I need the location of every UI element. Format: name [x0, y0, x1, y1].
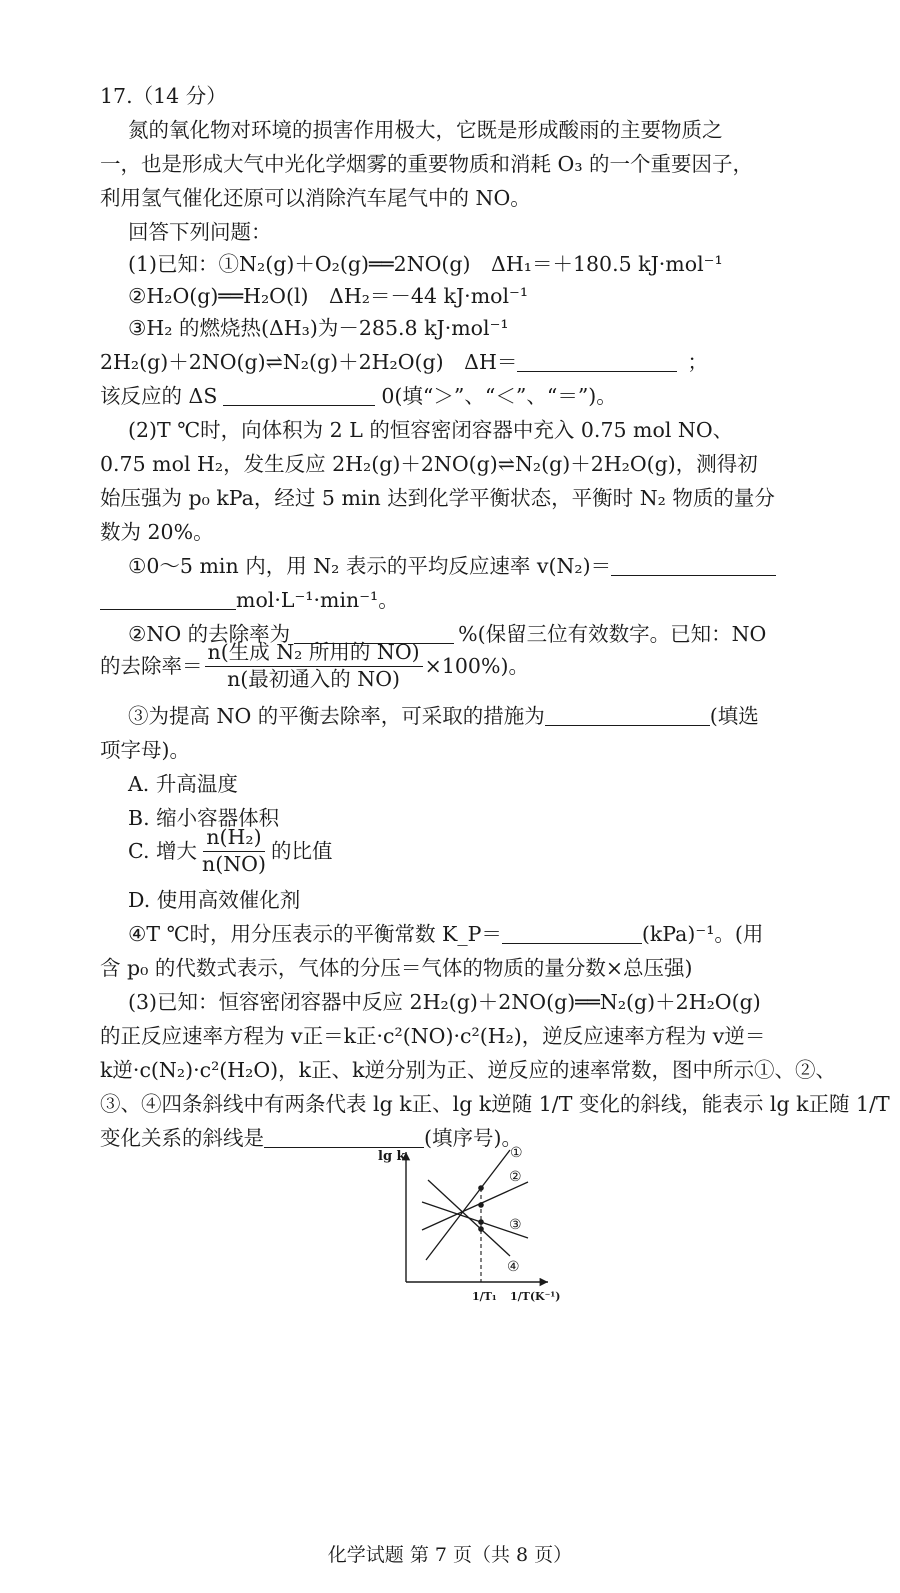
target-reaction: 2H₂(g)＋2NO(g)⇌N₂(g)＋2H₂O(g) ΔH＝	[100, 350, 518, 374]
delta-h-blank[interactable]	[517, 353, 677, 372]
part3-line-4: ③、④四条斜线中有两条代表 lg k正、lg k逆随 1/T 变化的斜线，能表示 lg k正随 1/T	[100, 1092, 890, 1116]
x-tick-label: 1/T₁	[472, 1290, 497, 1303]
line-label-1: ①	[510, 1145, 523, 1161]
part1-entropy	[100, 386, 617, 407]
part2-q4-line-1	[128, 924, 763, 945]
q2-def-suffix: ×100%)。	[424, 653, 529, 678]
entropy-prompt: 该反应的 ΔS	[100, 384, 218, 408]
reaction-1: ①N₂(g)＋O₂(g)══2NO(g) ΔH₁＝＋180.5 kJ·mol⁻¹	[218, 252, 723, 276]
rate-unit: mol·L⁻¹·min⁻¹。	[236, 588, 399, 612]
question-header: 17.（14 分）	[100, 84, 227, 108]
part3-hint: (填序号)。	[424, 1126, 522, 1150]
q3-prompt: ③为提高 NO 的平衡去除率，可采取的措施为	[128, 704, 545, 728]
part2-line-1: (2)T ℃时，向体积为 2 L 的恒容密闭容器中充入 0.75 mol NO、	[128, 418, 734, 442]
part2-q3-line-1	[128, 706, 759, 727]
part3-line-3: k逆·c(N₂)·c²(H₂O)，k正、k逆分别为正、逆反应的速率常数，图中所示①、②、	[100, 1058, 837, 1082]
intro-line-1: 氮的氧化物对环境的损害作用极大，它既是形成酸雨的主要物质之	[128, 118, 723, 142]
q2-prompt: ②NO 的去除率为	[128, 622, 291, 646]
entropy-hint: 0(填“＞”、“＜”、“＝”)。	[381, 384, 617, 408]
page-footer: 化学试题 第 7 页（共 8 页）	[327, 1544, 573, 1566]
part1-reaction-1	[128, 254, 723, 275]
lgk-vs-inverse-t-figure	[370, 1140, 570, 1315]
option-c	[128, 822, 332, 880]
rate-blank-a[interactable]	[611, 557, 776, 576]
option-c-prefix: C. 增大	[128, 838, 197, 863]
y-axis-label: lg k	[378, 1149, 406, 1164]
q4-prompt: ④T ℃时，用分压表示的平衡常数 K_P＝	[128, 922, 502, 946]
point-line-3	[478, 1219, 484, 1225]
part2-q1-line-1	[128, 556, 776, 577]
option-d: D. 使用高效催化剂	[128, 888, 301, 912]
option-c-fraction	[199, 824, 269, 876]
part2-line-2: 0.75 mol H₂，发生反应 2H₂(g)＋2NO(g)⇌N₂(g)＋2H₂O(g)，测得初	[100, 452, 758, 476]
semicolon: ；	[687, 350, 708, 374]
line-label-4: ④	[507, 1259, 520, 1275]
part2-q1-line-2	[100, 590, 399, 611]
rate-blank-b[interactable]	[100, 591, 236, 610]
option-c-numerator: n(H₂)	[203, 827, 264, 852]
part2-q3-line-2: 项字母)。	[100, 738, 190, 762]
line-label-2: ②	[509, 1169, 522, 1185]
part2-q2-line-2	[100, 636, 529, 696]
delta-s-blank[interactable]	[223, 387, 375, 406]
line-4	[428, 1180, 510, 1256]
fraction-denominator: n(最初通入的 NO)	[227, 666, 401, 691]
part2-line-3: 始压强为 p₀ kPa，经过 5 min 达到化学平衡状态，平衡时 N₂ 物质的量分	[100, 486, 775, 510]
part3-line-2: 的正反应速率方程为 v正＝k正·c²(NO)·c²(H₂)，逆反应速率方程为 v逆＝	[100, 1024, 766, 1048]
option-a: A. 升高温度	[128, 772, 238, 796]
part1-reaction-2: ②H₂O(g)══H₂O(l) ΔH₂＝－44 kJ·mol⁻¹	[128, 284, 529, 308]
part3-prompt: 变化关系的斜线是	[100, 1126, 264, 1150]
answer-prompt: 回答下列问题：	[128, 220, 272, 244]
line-label-3: ③	[509, 1217, 522, 1233]
point-line-4	[478, 1226, 484, 1232]
part3-line-1: (3)已知：恒容密闭容器中反应 2H₂(g)＋2NO(g)══N₂(g)＋2H₂O(g)	[128, 990, 761, 1014]
fraction-numerator: n(生成 N₂ 所用的 NO)	[205, 642, 423, 667]
option-b: B. 缩小容器体积	[128, 806, 280, 830]
part2-line-4: 数为 20%。	[100, 520, 214, 544]
q1-prompt: ①0～5 min 内，用 N₂ 表示的平均反应速率 v(N₂)＝	[128, 554, 612, 578]
kp-blank[interactable]	[502, 925, 642, 944]
q3-hint: (填选	[709, 704, 759, 728]
q2-hint: %(保留三位有效数字。已知：NO	[458, 622, 767, 646]
measure-blank[interactable]	[545, 707, 710, 726]
intro-line-2: 一，也是形成大气中光化学烟雾的重要物质和消耗 O₃ 的一个重要因子，	[100, 152, 754, 176]
x-axis-label: 1/T(K⁻¹)	[510, 1290, 561, 1303]
part1-target-reaction	[100, 352, 708, 373]
intro-line-3: 利用氢气催化还原可以消除汽车尾气中的 NO。	[100, 186, 531, 210]
kp-unit: (kPa)⁻¹。(用	[641, 922, 764, 946]
option-c-suffix: 的比值	[270, 838, 333, 863]
part1-reaction-3: ③H₂ 的燃烧热(ΔH₃)为－285.8 kJ·mol⁻¹	[128, 316, 509, 340]
removal-rate-fraction	[205, 639, 423, 691]
q2-def-prefix: 的去除率＝	[100, 653, 203, 678]
part2-q4-line-2: 含 p₀ 的代数式表示，气体的分压＝气体的物质的量分数×总压强)	[100, 956, 693, 980]
point-line-2	[478, 1202, 484, 1208]
point-line-1	[478, 1185, 484, 1191]
part1-lead: (1)已知：	[128, 252, 219, 276]
option-c-denominator: n(NO)	[202, 851, 266, 876]
